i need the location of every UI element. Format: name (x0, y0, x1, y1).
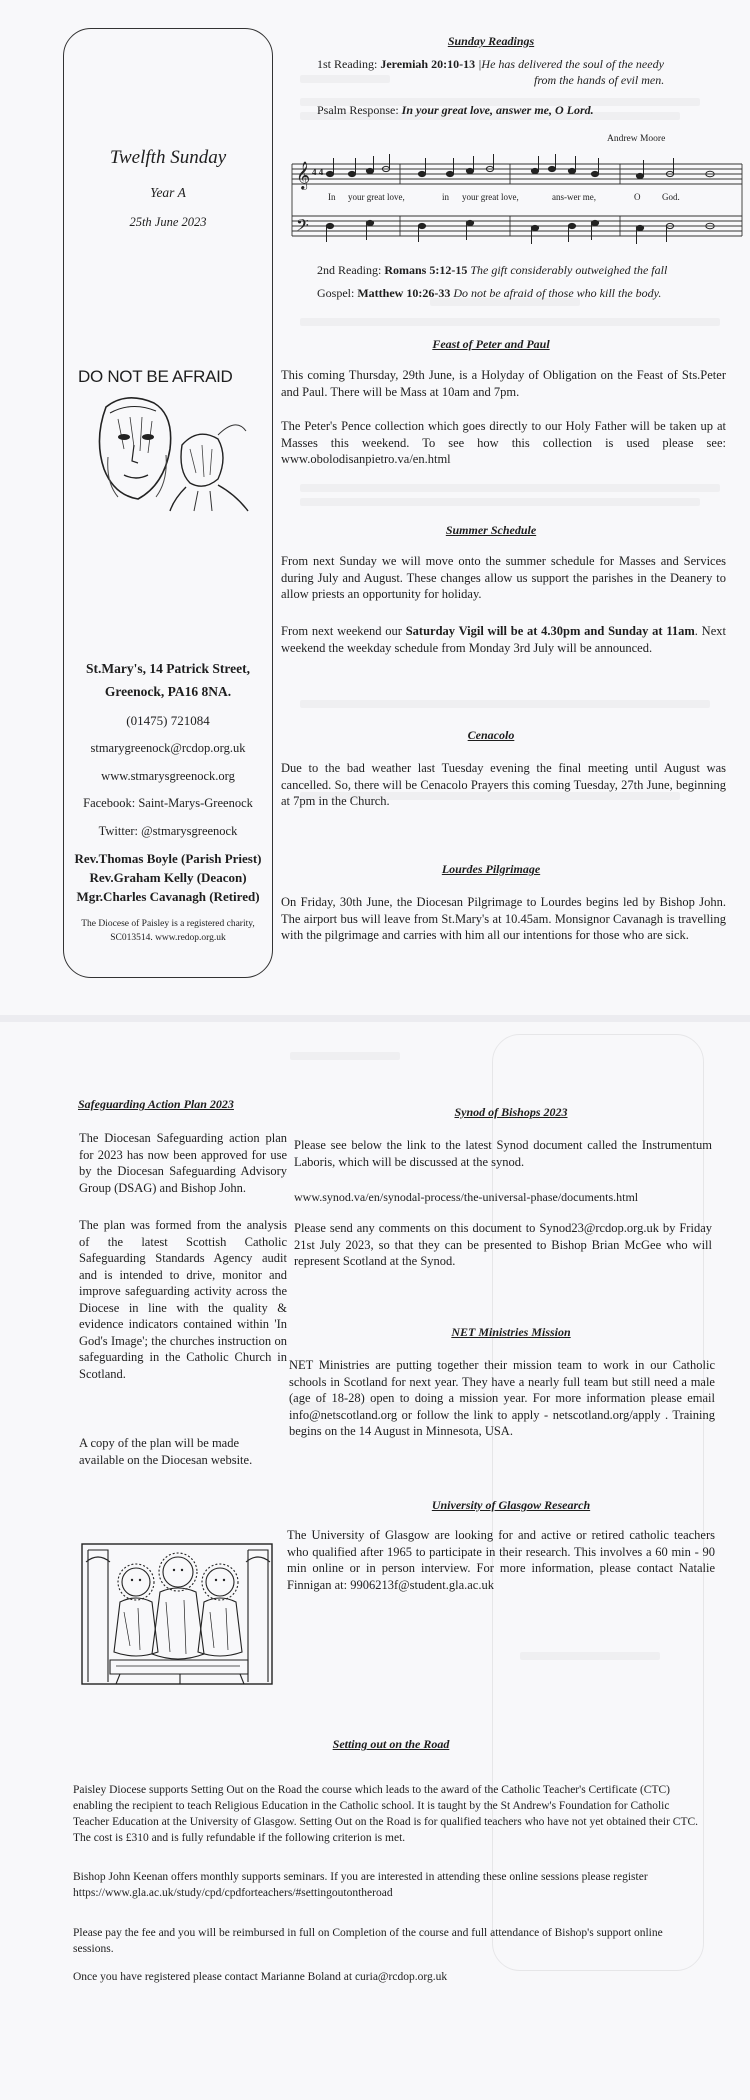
show-through (300, 318, 720, 326)
lyric-word: your great love, (348, 192, 405, 202)
lourdes-heading: Lourdes Pilgrimage (441, 862, 541, 876)
composer: Andrew Moore (607, 134, 666, 144)
svg-text:𝄞: 𝄞 (296, 163, 311, 189)
readings-heading: Sunday Readings (447, 34, 535, 48)
charity-notice (64, 917, 272, 945)
safeguarding-heading: Safeguarding Action Plan 2023 (78, 1097, 234, 1111)
church-address-line1: St.Mary's, 14 Patrick Street, (86, 661, 250, 676)
lourdes-paragraph: On Friday, 30th June, the Diocesan Pilgrimage to Lourdes begins led by Bishop John. The airport bus will leave from St.Mary's at 10.45am. Monsignor Cavanagh is travelling with the pilgrimage and carries with him all our intentions for those who are sick. (281, 895, 726, 942)
lyric-word: God. (662, 192, 680, 202)
facebook-handle: Facebook: Saint-Marys-Greenock (83, 796, 253, 810)
first-reading: 1st Reading: Jeremiah 20:10-13 |He has delivered the soul of the needy (317, 57, 664, 71)
lyric-word: in (442, 192, 450, 202)
clergy-deacon: Rev.Graham Kelly (Deacon) (89, 870, 247, 885)
summer-paragraph-2: From next weekend our Saturday Vigil will be at 4.30pm and Sunday at 11am. Next weekend the weekday schedule from Monday 3rd July will be announced. (281, 624, 726, 655)
liturgical-title: Twelfth Sunday (109, 147, 227, 168)
safeguarding-paragraph-3: A copy of the plan will be made available on the Diocesan website. (79, 1436, 253, 1467)
glasgow-heading: University of Glasgow Research (431, 1498, 591, 1512)
feast-paragraph-2: The Peter's Pence collection which goes directly to our Holy Father will be taken up at Masses this weekend. To see how this collection is used please see: www.obolodisanpietro.va/en.html (281, 419, 726, 466)
glasgow-paragraph: The University of Glasgow are looking for and active or retired catholic teachers who qualified after 1965 to participate in their research. This involves a 60 min - 90 min online or in person interview. For more information, please contact Natalie Finnigan at: 9906213f@student.gla.ac.uk (287, 1528, 715, 1592)
setting-out-paragraph-2: Bishop John Keenan offers monthly supports seminars. If you are interested in attending these online sessions please register https://www.gla.ac.uk/study/cpd/cpdforteachers/#settingoutontheroad (73, 1871, 648, 1899)
setting-out-paragraph-1: Paisley Diocese supports Setting Out on the Road the course which leads to the award of the Catholic Teacher's Certificate (CTC) enabling the recipient to teach Religious Education in the Catholic school. It is taught by the St Andrew's Foundation for Catholic Teacher Education at the University of Glasgow. Setting Out on the Road is for qualified teachers who have not yet obtained their CTC. The cost is £310 and is fully refundable if the following criterion is met. (73, 1784, 699, 1844)
second-reading-ref: Romans 5:12-15 (384, 263, 468, 277)
psalm-music-score (290, 150, 745, 260)
feast-heading: Feast of Peter and Paul (432, 337, 550, 351)
banner-text: DO NOT BE AFRAID (78, 367, 233, 386)
second-reading: 2nd Reading: Romans 5:12-15 The gift considerably outweighed the fall (317, 263, 668, 277)
cenacolo-paragraph: Due to the bad weather last Tuesday evening the final meeting until August was cancelled. So, there will be Cenacolo Prayers this coming Tuesday, 27th June, beginning at 7pm in the Church. (281, 761, 726, 808)
summer-paragraph-1: From next Sunday we will move onto the summer schedule for Masses and Services during July and August. These changes allow us support the parishes in the Deanery to allow priests an opportunity for holiday. (281, 554, 726, 601)
lyric-word: In (328, 192, 336, 202)
net-paragraph: NET Ministries are putting together their mission team to work in our Catholic schools in Scotland for next year. They have a nearly full team but still need a male (age of 18-28) open to doing a mission year. For more information please email info@netscotland.org or follow the link to apply - netscotland.org/apply . Training begins on the 14 August in Minnesota, USA. (289, 1358, 715, 1438)
synod-paragraph-1: Please see below the link to the latest Synod document called the Instrumentum Laboris, which will be discussed at the synod. (294, 1138, 712, 1169)
phone-number: (01475) 721084 (126, 713, 210, 728)
charity-line1: The Diocese of Paisley is a registered charity, (81, 919, 255, 929)
twitter-handle: Twitter: @stmarysgreenock (98, 824, 238, 838)
lyric-word: ans-wer me, (552, 192, 596, 202)
svg-text:4 4: 4 4 (312, 167, 324, 177)
net-heading: NET Ministries Mission (451, 1325, 571, 1339)
gospel-quote: Do not be afraid of those who kill the body. (453, 286, 662, 300)
setting-out-paragraph-3: Please pay the fee and you will be reimbursed in full on Completion of the course and full attendance of Bishop's support online sessions. (73, 1927, 663, 1955)
parish-info-panel (63, 28, 273, 978)
website-address: www.stmarysgreenock.org (101, 769, 235, 783)
setting-out-paragraph-4: Once you have registered please contact Marianne Boland at curia@rcdop.org.uk (73, 1971, 448, 1983)
show-through (290, 1052, 400, 1060)
synod-paragraph-2: Please send any comments on this document to Synod23@rcdop.org.uk by Friday 21st July 2023, so that they can be presented to Bishop Brian McGee who will represent Scotland at the Synod. (294, 1221, 712, 1268)
do-not-be-afraid-illustration (78, 367, 260, 517)
show-through (300, 484, 720, 492)
liturgical-year: Year A (150, 185, 186, 200)
church-address-line2: Greenock, PA16 8NA. (104, 684, 232, 699)
page-separator (0, 1015, 750, 1022)
bulletin-page-back (0, 1022, 750, 2100)
figures-sketch-icon (78, 387, 258, 512)
first-reading-ref: Jeremiah 20:10-13 (380, 57, 476, 71)
first-reading-quote: He has delivered the soul of the needy (481, 57, 664, 71)
psalm-response-text: In your great love, answer me, O Lord. (401, 103, 594, 117)
gospel-reading: Gospel: Matthew 10:26-33 Do not be afraid of those who kill the body. (317, 286, 662, 300)
email-address: stmarygreenock@rcdop.org.uk (90, 741, 246, 755)
lyric-word: your great love, (462, 192, 519, 202)
psalm-response: Psalm Response: In your great love, answer me, O Lord. (317, 103, 594, 117)
clergy-retired: Mgr.Charles Cavanagh (Retired) (76, 889, 260, 904)
bulletin-page-front (0, 0, 750, 1015)
safeguarding-paragraph-2: The plan was formed from the analysis of the latest Scottish Catholic Safeguarding Standards Agency audit and is intended to drive, monitor and improve safeguarding activity across the Diocese in line with the quality & evidence indicators contained within 'In God's Image'; the churches instruction on safeguarding in the Catholic Church in Scotland. (79, 1218, 287, 1381)
show-through (300, 498, 700, 506)
clergy-list (64, 849, 272, 906)
charity-line2: SC013514. www.redop.org.uk (110, 933, 226, 943)
show-through (520, 1652, 660, 1660)
clergy-parish-priest: Rev.Thomas Boyle (Parish Priest) (74, 851, 262, 866)
synod-link[interactable]: www.synod.va/en/synodal-process/the-universal-phase/documents.html (294, 1190, 639, 1204)
second-reading-quote: The gift considerably outweighed the fall (470, 263, 668, 277)
feast-paragraph-1: This coming Thursday, 29th June, is a Holyday of Obligation on the Feast of Sts.Peter and Paul. There will be Mass at 10am and 7pm. (281, 368, 726, 399)
first-reading-quote-cont: from the hands of evil men. (534, 73, 665, 87)
gospel-ref: Matthew 10:26-33 (357, 286, 451, 300)
saints-engraving-icon (80, 1542, 275, 1687)
lyric-word: O (634, 192, 641, 202)
summer-mass-times: Saturday Vigil will be at 4.30pm and Sunday at 11am (405, 624, 695, 638)
summer-heading: Summer Schedule (445, 523, 537, 537)
synod-heading: Synod of Bishops 2023 (454, 1105, 568, 1119)
show-through (300, 700, 710, 708)
svg-text:𝄢: 𝄢 (296, 217, 309, 239)
setting-out-heading: Setting out on the Road (332, 1737, 450, 1751)
cenacolo-heading: Cenacolo (467, 728, 515, 742)
safeguarding-paragraph-1: The Diocesan Safeguarding action plan for 2023 has now been approved for use by the Diocesan Safeguarding Advisory Group (DSAG) and Bishop John. (79, 1131, 287, 1195)
show-through (300, 75, 390, 83)
bulletin-date: 25th June 2023 (129, 215, 207, 229)
